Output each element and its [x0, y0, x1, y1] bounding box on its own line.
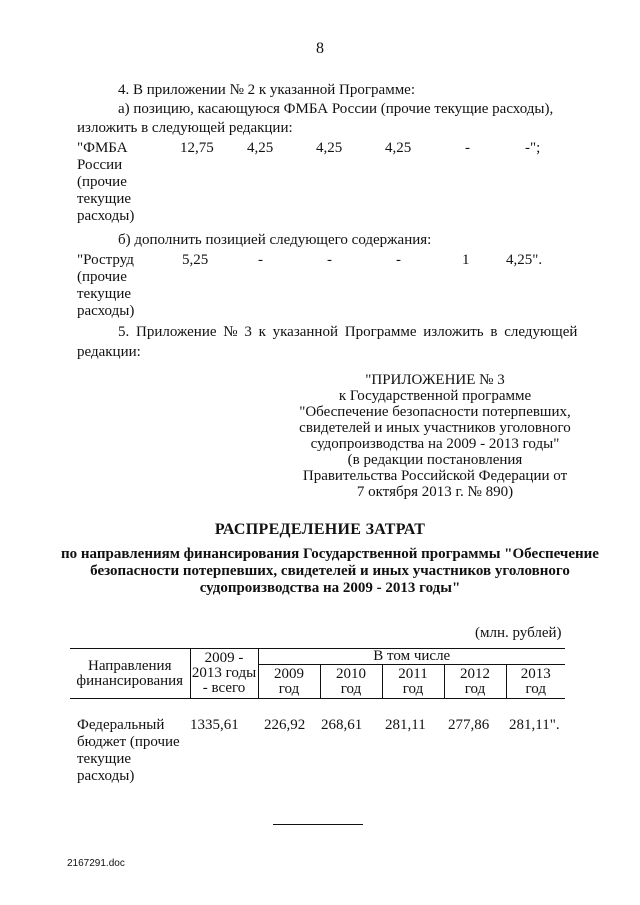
fmba-name-line: текущие	[77, 191, 132, 207]
row-name-line: Федеральный	[77, 717, 165, 733]
appendix-line: свидетелей и иных участников уголовного	[299, 420, 571, 436]
header-year: 2009 год	[258, 665, 320, 699]
row-value: 1335,61	[190, 717, 239, 733]
row-value: 277,86	[448, 717, 490, 733]
footer-filename: 2167291.doc	[67, 858, 125, 869]
fmba-value: -	[465, 140, 470, 156]
rostrud-name-line: расходы)	[77, 303, 135, 319]
item4-a-line2: изложить в следующей редакции:	[77, 120, 293, 136]
rostrud-name-line: текущие	[77, 286, 132, 302]
appendix-line: "ПРИЛОЖЕНИЕ № 3	[365, 372, 505, 388]
appendix-line: (в редакции постановления	[347, 452, 523, 468]
header-total: 2009 - 2013 годы - всего	[190, 649, 258, 699]
appendix-line: Правительства Российской Федерации от	[302, 468, 568, 484]
header-direction: Направления финансирования	[70, 649, 190, 699]
row-name-line: текущие	[77, 751, 132, 767]
header-year: 2013 год	[506, 665, 565, 699]
fmba-value: 4,25	[385, 140, 412, 156]
rostrud-value: -	[258, 252, 263, 268]
rostrud-value: -	[327, 252, 332, 268]
fmba-value: 4,25	[247, 140, 274, 156]
header-including: В том числе	[258, 649, 565, 665]
row-value: 281,11".	[509, 717, 560, 733]
fmba-name-line: "ФМБА	[77, 140, 128, 156]
row-name-line: бюджет (прочие	[77, 734, 180, 750]
fmba-name-line: (прочие	[77, 174, 127, 190]
row-value: 281,11	[385, 717, 426, 733]
fmba-value: -";	[525, 140, 541, 156]
cost-table	[70, 648, 565, 699]
rostrud-value: 1	[462, 252, 470, 268]
header-year: 2012 год	[444, 665, 506, 699]
fmba-name-line: России	[77, 157, 123, 173]
appendix-header	[270, 372, 600, 500]
fmba-values	[0, 140, 640, 160]
header-year: 2010 год	[320, 665, 382, 699]
item5-line1: 5. Приложение № 3 к указанной Программе изложить в следующей	[118, 324, 578, 340]
document-subtitle: по направлениям финансирования Государственной программы "Обеспечение безопасности потерпевших, свидетелей и иных участников уголовного судопроизводства на 2009 - 2013 годы"	[61, 546, 599, 596]
rostrud-name-line: (прочие	[77, 269, 127, 285]
header-year: 2011 год	[382, 665, 444, 699]
closing-rule	[273, 824, 363, 825]
row-value: 226,92	[264, 717, 306, 733]
row-value: 268,61	[321, 717, 363, 733]
rostrud-values	[0, 252, 640, 272]
fmba-name-line: расходы)	[77, 208, 135, 224]
rostrud-value: 5,25	[182, 252, 209, 268]
appendix-line: 7 октября 2013 г. № 890)	[356, 484, 514, 500]
item4-b-line: б) дополнить позицией следующего содержания:	[118, 232, 432, 248]
item4-a-line1: а) позицию, касающуюся ФМБА России (прочие текущие расходы),	[118, 101, 554, 117]
units-label: (млн. рублей)	[475, 625, 562, 641]
item5-line2: редакции:	[77, 344, 141, 360]
row-name-line: расходы)	[77, 768, 135, 784]
table-row	[0, 717, 640, 737]
rostrud-name-line: "Роструд	[77, 252, 134, 268]
fmba-value: 12,75	[180, 140, 214, 156]
item4-intro: 4. В приложении № 2 к указанной Программе:	[118, 82, 416, 98]
document-title: РАСПРЕДЕЛЕНИЕ ЗАТРАТ	[214, 521, 426, 538]
fmba-value: 4,25	[316, 140, 343, 156]
appendix-line: судопроизводства на 2009 - 2013 годы"	[310, 436, 560, 452]
page-number: 8	[316, 40, 324, 57]
appendix-line: к Государственной программе	[338, 388, 532, 404]
rostrud-value: 4,25".	[506, 252, 543, 268]
appendix-line: "Обеспечение безопасности потерпевших,	[299, 404, 571, 420]
rostrud-value: -	[396, 252, 401, 268]
